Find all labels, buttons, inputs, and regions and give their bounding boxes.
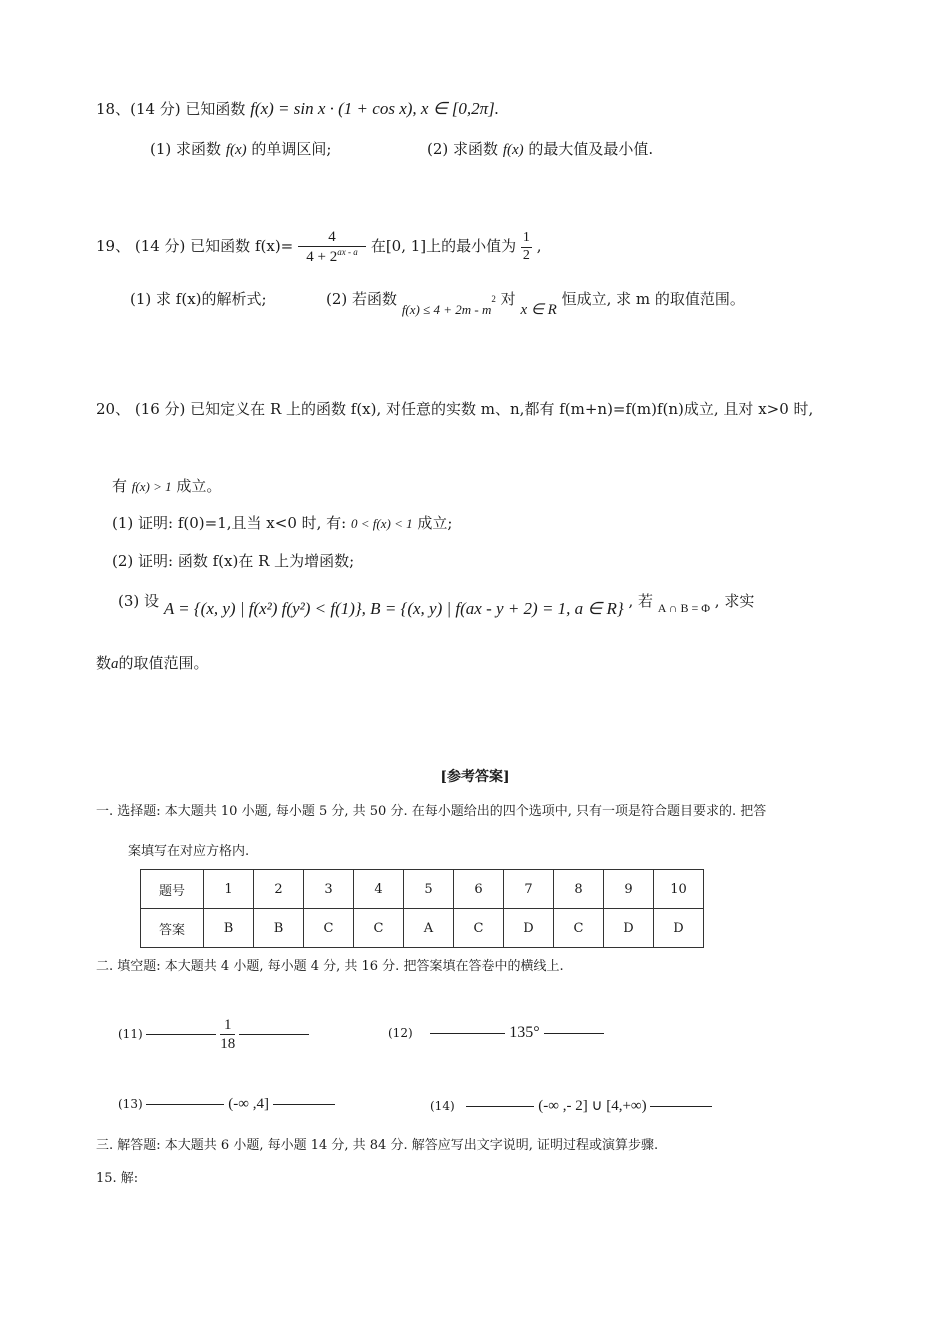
q18-part1 xyxy=(150,138,331,159)
question-number: 9 xyxy=(604,870,654,909)
answer-12-blank-right xyxy=(544,1033,604,1034)
q19-line xyxy=(96,228,541,266)
q19-part1: (1) 求 f(x)的解析式; xyxy=(130,290,267,308)
answer-12 xyxy=(388,1024,604,1042)
answer-table-header-row xyxy=(141,870,704,909)
section3-line: 三. 解答题: 本大题共 6 小题, 每小题 14 分, 共 84 分. 解答应写出文字说明, 证明过程或演算步骤. xyxy=(96,1138,659,1153)
answer-11-label: (11) xyxy=(118,1027,143,1041)
question-number: 4 xyxy=(354,870,404,909)
answer-choice: C xyxy=(354,909,404,948)
q19-half-num: 1 xyxy=(521,230,532,248)
question-number: 2 xyxy=(254,870,304,909)
q20-part1-tail: 成立; xyxy=(417,514,453,532)
question-number: 5 xyxy=(404,870,454,909)
answer-14 xyxy=(430,1096,712,1115)
answer-choice: D xyxy=(654,909,704,948)
q19-inequality-exp: 2 xyxy=(491,294,496,304)
q18-part2-text: (2) 求函数 xyxy=(427,140,499,158)
q19-prefix: 19、 (14 分) 已知函数 f(x)= xyxy=(96,237,294,255)
q19-frac-exp: ax - a xyxy=(337,247,358,257)
q18-part1-text: (1) 求函数 xyxy=(150,140,222,158)
q20-part1-math: 0 < f(x) < 1 xyxy=(351,516,413,531)
answer-14-blank-left xyxy=(466,1106,534,1107)
q18-prefix: 18、(14 分) 已知函数 xyxy=(96,100,246,118)
q20-line2 xyxy=(112,475,221,496)
answer-14-blank-right xyxy=(650,1106,712,1107)
q19-part2-tail: 恒成立, 求 m 的取值范围。 xyxy=(561,290,745,308)
q20-part3-text: (3) 设 xyxy=(118,592,160,610)
answer-table-answer-row xyxy=(141,909,704,948)
q18-part2-func: f(x) xyxy=(502,142,524,158)
question-number: 8 xyxy=(554,870,604,909)
q20-last-tail: 的取值范围。 xyxy=(118,654,209,672)
answer-13 xyxy=(118,1096,335,1113)
answer-12-label: (12) xyxy=(388,1026,413,1040)
question-number: 3 xyxy=(304,870,354,909)
q20-last xyxy=(96,652,209,673)
q19-frac-num: 4 xyxy=(298,228,366,247)
q18-line xyxy=(96,98,499,119)
q20-part3-mid: , 若 xyxy=(628,592,653,610)
answers-heading: [参考答案] xyxy=(440,769,510,785)
q19-inequality: f(x) ≤ 4 + 2m - m xyxy=(401,302,492,317)
q19-part2-text: (2) 若函数 xyxy=(326,290,398,308)
question-number: 1 xyxy=(204,870,254,909)
answer-choice: D xyxy=(604,909,654,948)
q20-line2-math: f(x) > 1 xyxy=(131,479,172,494)
answer-choice: D xyxy=(504,909,554,948)
q20-part3-tail: , 求实 xyxy=(714,592,755,610)
q20-part1 xyxy=(112,512,452,533)
table-header-label: 题号 xyxy=(141,870,204,909)
answer-choice: C xyxy=(454,909,504,948)
answer-choice: B xyxy=(204,909,254,948)
section1-line2: 案填写在对应方格内. xyxy=(128,844,250,859)
q20-part3 xyxy=(118,590,755,618)
answer-11-blank-left xyxy=(146,1034,216,1035)
answer-12-blank-left xyxy=(430,1033,505,1034)
q15-answer: 15. 解: xyxy=(96,1171,139,1186)
q18-part1-func: f(x) xyxy=(225,142,247,158)
q20-last-var: a xyxy=(111,656,119,672)
question-number: 6 xyxy=(454,870,504,909)
q19-half-den: 2 xyxy=(522,247,530,263)
question-number: 10 xyxy=(654,870,704,909)
answer-choice: A xyxy=(404,909,454,948)
answer-13-value: (-∞ ,4] xyxy=(228,1096,269,1112)
answer-table xyxy=(140,869,704,948)
q19-part2-dui: 对 xyxy=(500,290,516,308)
answer-choice: C xyxy=(554,909,604,948)
q19-tail: , xyxy=(536,237,542,255)
answer-11-blank-right xyxy=(239,1034,309,1035)
q20-line1: 20、 (16 分) 已知定义在 R 上的函数 f(x), 对任意的实数 m、n,都有 f(m+n)=f(m)f(n)成立, 且对 x>0 时, xyxy=(96,400,814,418)
answer-choice: C xyxy=(304,909,354,948)
answer-13-label: (13) xyxy=(118,1097,143,1111)
q18-part2 xyxy=(427,138,653,159)
answer-13-blank-left xyxy=(146,1104,224,1105)
section1-line1: 一. 选择题: 本大题共 10 小题, 每小题 5 分, 共 50 分. 在每小题给出的四个选项中, 只有一项是符合题目要求的. 把答 xyxy=(96,804,767,819)
q19-fraction xyxy=(298,228,366,266)
q19-half xyxy=(521,230,532,265)
q20-part2: (2) 证明: 函数 f(x)在 R 上为增函数; xyxy=(112,552,355,570)
answer-13-blank-right xyxy=(273,1104,335,1105)
q18-formula: f(x) = sin x · (1 + cos x), x ∈ [0,2π]. xyxy=(250,99,500,118)
q20-line2-text: 有 xyxy=(112,477,128,495)
q20-condition: A ∩ B = Φ xyxy=(657,601,710,615)
q18-part1-tail: 的单调区间; xyxy=(251,140,332,158)
answer-11-fraction xyxy=(220,1016,235,1053)
answer-11 xyxy=(118,1016,309,1053)
q20-last-text: 数 xyxy=(96,654,112,672)
question-number: 7 xyxy=(504,870,554,909)
q19-mid: 在[0, 1]上的最小值为 xyxy=(370,237,517,255)
q20-part1-text: (1) 证明: f(0)=1,且当 x<0 时, 有: xyxy=(112,514,347,532)
answer-11-num: 1 xyxy=(220,1016,235,1035)
answer-12-value: 135° xyxy=(509,1024,540,1041)
answer-choice: B xyxy=(254,909,304,948)
section2-line: 二. 填空题: 本大题共 4 小题, 每小题 4 分, 共 16 分. 把答案填在答卷中的横线上. xyxy=(96,959,564,974)
q18-part2-tail: 的最大值及最小值. xyxy=(528,140,654,158)
table-answer-label: 答案 xyxy=(141,909,204,948)
q19-domain: x ∈ R xyxy=(520,302,557,318)
q20-line2-tail: 成立。 xyxy=(176,477,222,495)
answer-14-value: (-∞ ,- 2] ∪ [4,+∞) xyxy=(538,1098,647,1114)
q19-frac-den: 4 + 2 xyxy=(306,249,338,265)
answer-11-den: 18 xyxy=(220,1036,236,1052)
q20-set-definition: A = {(x, y) | f(x²) f(y²) < f(1)}, B = {(x, y) | f(ax - y + 2) = 1, a ∈ R} xyxy=(163,599,624,618)
answer-14-label: (14) xyxy=(430,1099,455,1113)
